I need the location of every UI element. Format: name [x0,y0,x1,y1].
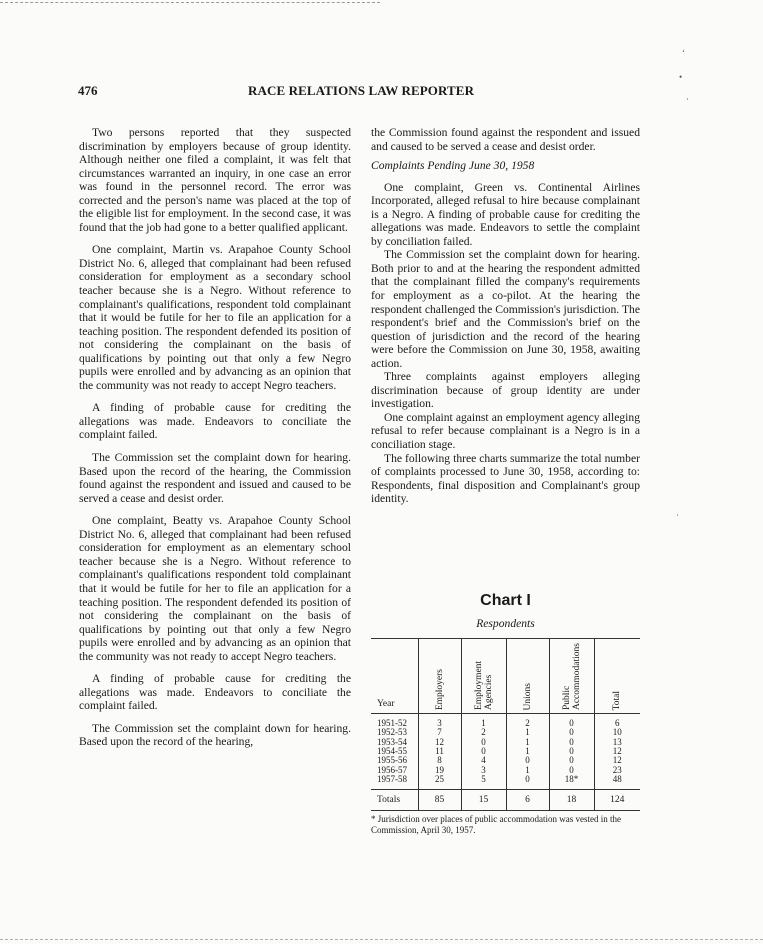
cell-year: 1957-58 [377,773,407,784]
total-employers: 85 [418,790,461,811]
cell-employment-agencies: 1 [461,714,506,729]
cell-year: 1956-57 [377,764,407,775]
left-column [79,126,351,758]
cell-total: 12 [594,756,640,765]
cell-employment-agencies: 0 [461,738,506,747]
total-public-accommodations: 18 [549,790,594,811]
chart-title: Chart I [480,592,531,609]
table-row [371,756,640,765]
paragraph: One complaint, Beatty vs. Arapahoe County School District No. 6, alleged that complainant had been refused consideration for employment as an elementary school teacher because she is a Negro. Without reference to complainant's qualifications respondent told complainant that it would be futile for her to file an application for a teaching position. The respondent defended its position of not considering the complainant on the basis of qualifications by pointing out that only a few Negro pupils were enrolled and by advancing as an opinion that the community was not ready to accept Negro teachers. [79,514,351,663]
paragraph: Three complaints against employers alleging discrimination because of group identity are under investigation. [371,370,640,411]
totals-label: Totals [371,790,418,811]
cell-employers: 11 [418,747,461,756]
cell-unions: 1 [506,728,549,737]
cell-employers: 19 [418,766,461,775]
cell-public-accommodations: 0 [549,728,594,737]
cell-employment-agencies: 4 [461,756,506,765]
total-employment-agencies: 15 [461,790,506,811]
cell-employers: 3 [418,714,461,729]
cell-year: 1952-53 [377,727,407,738]
table-row [371,747,640,756]
column-header-total: Total [594,639,640,714]
paragraph: One complaint against an employment agency alleging refusal to refer because complainant is a Negro is in a conciliation stage. [371,410,640,452]
paragraph: Two persons reported that they suspected discrimination by employers because of group identity. Although neither one filed a complaint, it was felt that circumstances warranted an inquiry, in one case an error was found in the personnel record. The error was corrected and the person's name was placed at the top of the eligible list for employment. In the second case, it was found that the job had gone to a better qualified applicant. [79,126,351,234]
column-header-employers: Employers [418,639,461,714]
paragraph: The following three charts summarize the total number of complaints processed to June 30, 1958, according to: Respondents, final disposition and Complainant's group identity. [371,451,640,506]
table-row [371,738,640,747]
cell-employment-agencies: 3 [461,766,506,775]
column-header-year: Year [371,639,418,714]
cell-employment-agencies: 0 [461,747,506,756]
cell-public-accommodations: 0 [549,714,594,729]
cell-unions: 1 [506,738,549,747]
table-row [371,728,640,737]
chart-footnote: * Jurisdiction over places of public accommodation was vested in the Commission, April 30, 1957. [371,814,621,835]
cell-employment-agencies: 5 [461,775,506,790]
scan-speck: · [686,94,689,104]
cell-public-accommodations: 18* [549,775,594,790]
cell-unions: 1 [506,747,549,756]
table-row [371,766,640,775]
cell-unions: 0 [506,775,549,790]
cell-total: 6 [594,714,640,729]
section-heading: Complaints Pending June 30, 1958 [371,159,535,173]
cell-total: 10 [594,728,640,737]
cell-year: 1954-55 [377,745,407,756]
paragraph: The Commission set the complaint down for hearing. Based upon the record of the hearing, the Commission found against the respondent and issued and caused to be served a cease and desist order. [79,451,351,505]
column-header-unions: Unions [506,639,549,714]
paragraph: The Commission set the complaint down for hearing. Both prior to and at the hearing the respondent admitted that the complainant filled the company's requirements for employment as a co-pilot. At the hearing the respondent challenged the Commission's jurisdiction. The respondent's brief and the Commission's brief on the question of jurisdiction and the record of the hearing were before the Commission on June 30, 1958, awaiting action. [371,248,640,370]
right-column [371,126,640,506]
cell-public-accommodations: 0 [549,747,594,756]
cell-employers: 7 [418,728,461,737]
respondents-table [371,638,640,811]
cell-unions: 0 [506,756,549,765]
cell-public-accommodations: 0 [549,756,594,765]
table-body [371,714,640,790]
total-unions: 6 [506,790,549,811]
paragraph-continuation: the Commission found against the respondent and issued and caused to be served a cease and desist order. [371,126,640,153]
paragraph: A finding of probable cause for crediting the allegations was made. Endeavors to conciliate the complaint failed. [79,672,351,713]
cell-employers: 12 [418,738,461,747]
cell-year: 1955-56 [377,755,407,766]
paragraph: One complaint, Martin vs. Arapahoe County School District No. 6, alleged that complainant had been refused consideration for employment as a secondary school teacher because she is a Negro. Without reference to complainant's qualifications, respondent told complainant that it would be futile for her to file an application for a teaching position. The respondent defended its position of not considering the complainant on the basis of qualifications by pointing out that only a few Negro pupils were enrolled and by advancing as an opinion that the community was not ready to accept Negro teachers. [79,243,351,392]
top-scan-edge [0,2,380,3]
scan-speck: · [676,510,679,520]
running-head: RACE RELATIONS LAW REPORTER [248,83,475,98]
cell-public-accommodations: 0 [549,738,594,747]
cell-unions: 1 [506,766,549,775]
cell-total: 13 [594,738,640,747]
bottom-scan-edge [0,939,763,940]
cell-total: 12 [594,747,640,756]
cell-year: 1951-52 [377,718,407,729]
paragraph: One complaint, Green vs. Continental Airlines Incorporated, alleged refusal to hire because complainant is a Negro. A finding of probable cause for crediting the allegations was made. Endeavors to settle the complaint by conciliation failed. [371,180,640,248]
cell-public-accommodations: 0 [549,766,594,775]
cell-employers: 8 [418,756,461,765]
cell-total: 23 [594,766,640,775]
table-row [371,775,640,790]
scan-speck: • [679,72,683,82]
cell-year: 1953-54 [377,736,407,747]
cell-employers: 25 [418,775,461,790]
page-number: 476 [78,83,98,98]
grand-total: 124 [594,790,640,811]
chart-subtitle: Respondents [476,617,535,630]
cell-employment-agencies: 2 [461,728,506,737]
totals-row [371,790,640,811]
column-header-employment-agencies: Employment Agencies [461,639,506,714]
paragraph: The Commission set the complaint down for hearing. Based upon the record of the hearing, [79,721,351,749]
table-row [371,714,640,729]
scan-speck: ‘ [682,48,685,58]
cell-unions: 2 [506,714,549,729]
cell-total: 48 [594,775,640,790]
paragraph: A finding of probable cause for crediting the allegations was made. Endeavors to conciliate the complaint failed. [79,401,351,442]
column-header-public-accommodations: Public Accommodations [549,639,594,714]
